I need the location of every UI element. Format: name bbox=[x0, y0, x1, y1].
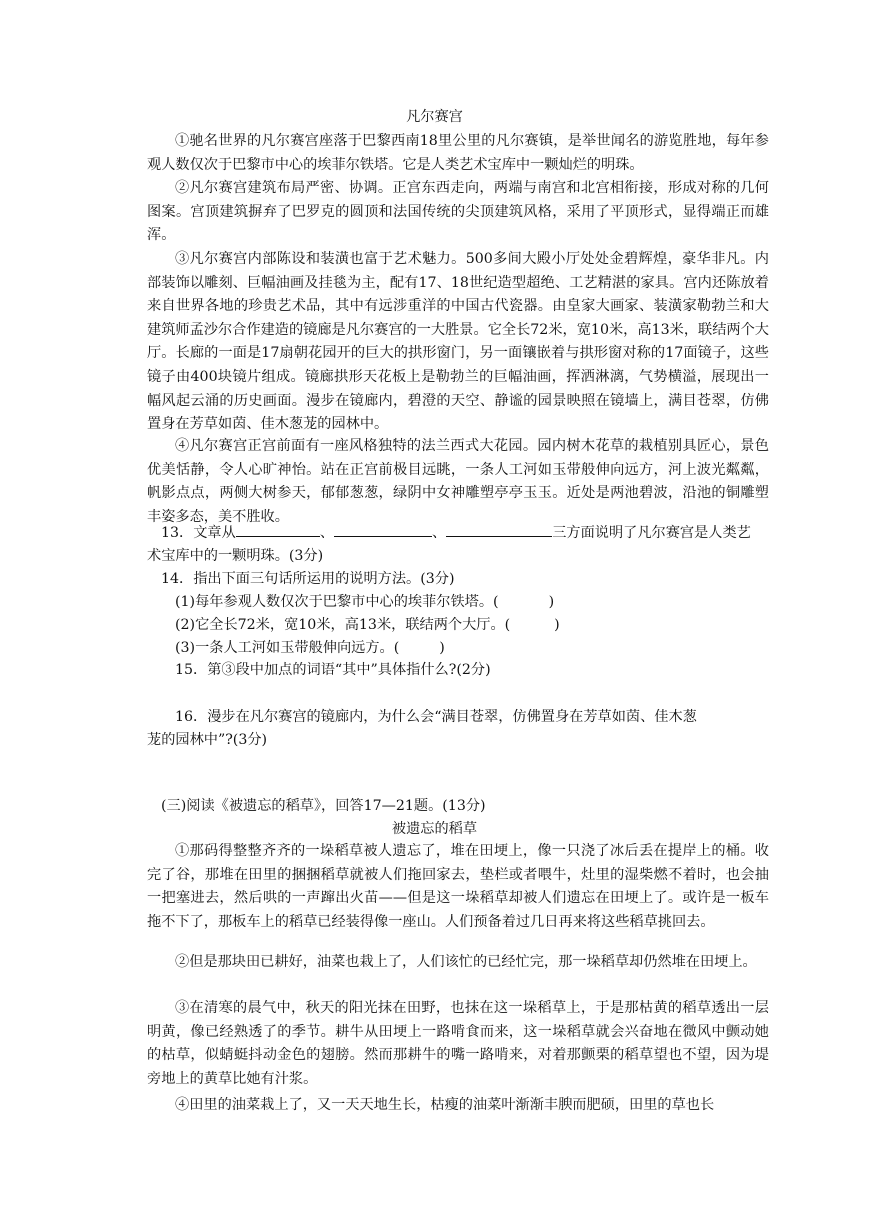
question-14: 14．指出下面三句话所运用的说明方法。(3分) bbox=[161, 571, 455, 587]
question-15: 15．第③段中加点的词语“其中”具体指什么?(2分) bbox=[175, 662, 491, 678]
question-14-item-2: (2)它全长72米，宽10米，高13米，联结两个大厅。( ) bbox=[175, 617, 560, 633]
question-14-item-3: (3)一条人工河如玉带般伸向远方。( ) bbox=[175, 640, 445, 656]
section-3-paragraph-2: ②但是那块田已耕好，油菜也栽上了，人们该忙的已经忙完，那一垛稻草却仍然堆在田埂上。 bbox=[175, 954, 757, 970]
section-3-heading: (三)阅读《被遗忘的稻草》，回答17—21题。(13分) bbox=[161, 798, 486, 814]
section-3-paragraph-1: ①那码得整整齐齐的一垛稻草被人遗忘了，堆在田埂上，像一只浇了冰后丢在提岸上的桶。收完了谷，那堆在田里的捆捆稻草就被人们拖回家去，垫栏或者喂牛，灶里的湿柴燃不着时，也会抽一把塞进去，然后哄的一声蹿出火苗——但是这一垛稻草却被人们遗忘在田埂上了。或许是一板车拖不下了，那板车上的稻草已经装得像一座山。人们预备着过几日再来将这些稻草挑回去。 bbox=[147, 843, 769, 930]
section-3-paragraph-4: ④田里的油菜栽上了，又一天天地生长，枯瘦的油菜叶渐渐丰腴而肥硕，田里的草也长 bbox=[175, 1097, 715, 1113]
answer-blank-1[interactable] bbox=[236, 522, 320, 537]
question-14-item-1: (1)每年参观人数仅次于巴黎市中心的埃菲尔铁塔。( ) bbox=[175, 594, 555, 610]
paragraph-3: ③凡尔赛宫内部陈设和装潢也富于艺术魅力。500多间大殿小厅处处金碧辉煌，豪华非凡。内部装饰以雕刻、巨幅油画及挂毯为主，配有17、18世纪造型超绝、工艺精湛的家具。宫内还陈放着来自世界各地的珍贵艺术品，其中有远涉重洋的中国古代瓷器。由皇家大画家、装潢家勒勃兰和大建筑师孟沙尔合作建造的镜廊是凡尔赛宫的一大胜景。它全长72米，宽10米，高13米，联结两个大厅。长廊的一面是17扇朝花园开的巨大的拱形窗门，另一面镶嵌着与拱形窗对称的17面镜子，这些镜子由400块镜片组成。镜廊拱形天花板上是勒勃兰的巨幅油画，挥洒淋漓，气势横溢，展现出一幅风起云涌的历史画面。漫步在镜廊内，碧澄的天空、静谧的园景映照在镜墙上，满目苍翠，仿佛置身在芳草如茵、佳木葱茏的园林中。 bbox=[147, 251, 769, 433]
section-3-paragraph-3: ③在清寒的晨气中，秋天的阳光抹在田野，也抹在这一垛稻草上，于是那枯黄的稻草透出一层明黄，像已经熟透了的季节。耕牛从田埂上一路啃食而来，这一垛稻草就会兴奋地在微风中颤动她的枯草，似蜻蜓抖动金色的翅膀。然而那耕牛的嘴一路啃来，对着那颤栗的稻草望也不望，因为堤旁地上的黄草比她有汁浆。 bbox=[147, 1000, 769, 1087]
answer-blank-3[interactable] bbox=[446, 522, 552, 537]
paragraph-2: ②凡尔赛宫建筑布局严密、协调。正宫东西走向，两端与南宫和北宫相衔接，形成对称的几何图案。宫顶建筑摒弃了巴罗克的圆顶和法国传统的尖顶建筑风格，采用了平顶形式，显得端正而雄浑。 bbox=[147, 180, 769, 244]
section-3-title: 被遗忘的稻草 bbox=[391, 821, 478, 837]
article-title: 凡尔赛宫 bbox=[406, 109, 463, 125]
answer-blank-2[interactable] bbox=[334, 522, 432, 537]
question-13-line1: 13．文章从 、 、 三方面说明了凡尔赛宫是人类艺 bbox=[161, 522, 783, 544]
question-13-line2: 术宝库中的一颗明珠。(3分) bbox=[147, 548, 324, 564]
question-16-line1: 16．漫步在凡尔赛宫的镜廊内，为什么会“满目苍翠，仿佛置身在芳草如茵、佳木葱 bbox=[175, 709, 697, 725]
paragraph-1: ①驰名世界的凡尔赛宫座落于巴黎西南18里公里的凡尔赛镇，是举世闻名的游览胜地，每年参观人数仅次于巴黎市中心的埃菲尔铁塔。它是人类艺术宝库中一颗灿烂的明珠。 bbox=[147, 133, 769, 173]
question-16-line2: 茏的园林中”?(3分) bbox=[147, 732, 268, 748]
paragraph-4: ④凡尔赛宫正宫前面有一座风格独特的法兰西式大花园。园内树木花草的栽植别具匠心，景色优美恬静，令人心旷神怡。站在正宫前极目远眺，一条人工河如玉带般伸向远方，河上波光粼粼，帆影点点，两侧大树参天，郁郁葱葱，绿阴中女神雕塑亭亭玉玉。近处是两池碧波，沿池的铜雕塑丰姿多态，美不胜收。 bbox=[147, 438, 769, 525]
question-13-prompt: 13．文章从 bbox=[161, 525, 236, 541]
